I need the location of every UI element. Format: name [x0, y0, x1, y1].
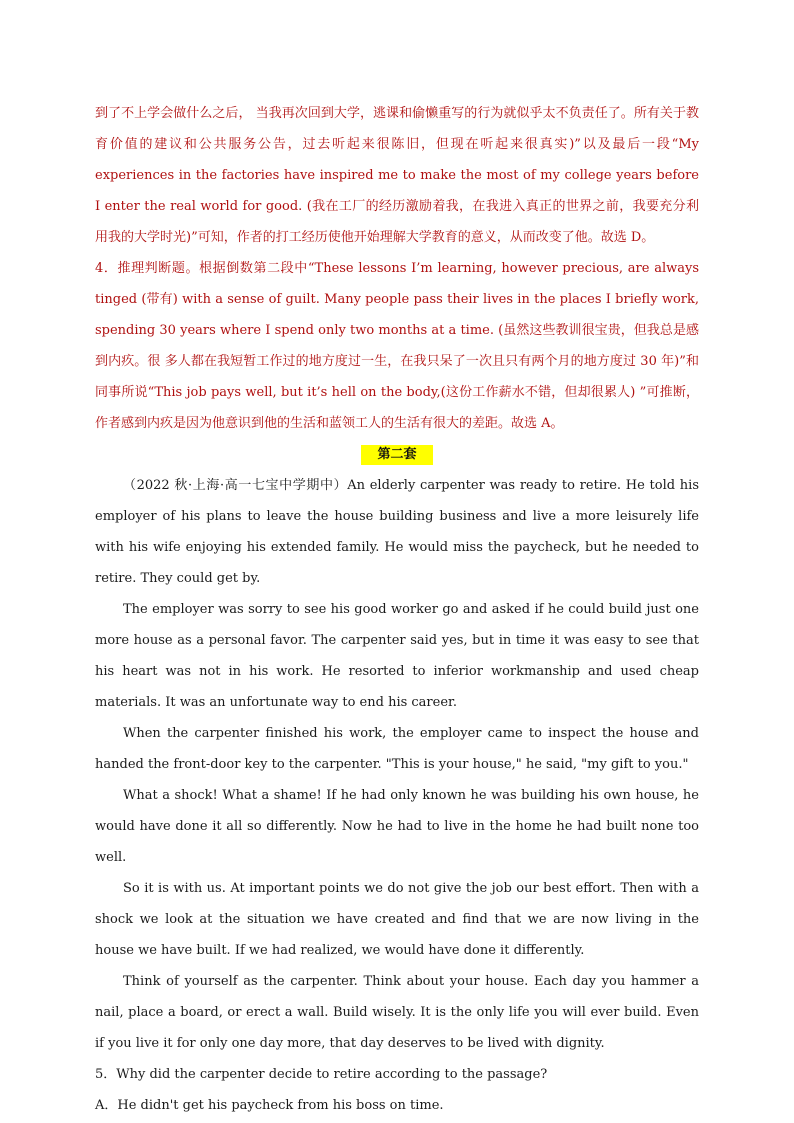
document-page [95, 98, 699, 1121]
section-title-row [95, 439, 699, 470]
answer-explanation-paragraph-1: 到了不上学会做什么之后， 当我再次回到大学，逃课和偷懒重写的行为就似乎太不负责任了。所有关于教育价值的建议和公共服务公告，过去听起来很陈旧，但现在听起来很真实)”以及最后一段“My experiences in the factories have inspired me to make the most of my college years before I enter the real world for good. (我在工厂的经历激励着我，在我进入真正的世界之前，我要充分利用我的大学时光)”可知，作者的打工经历使他开始理解大学教育的意义，从而改变了他。故选 D。 [95, 106, 699, 245]
passage-paragraph-2: The employer was sorry to see his good worker go and asked if he could build just one more house as a personal favor. The carpenter said yes, but in time it was easy to see that his heart was not in his work. He resorted to inferior workmanship and used cheap materials. It was an unfortunate way to end his career. [95, 602, 699, 710]
question-stem: 5．Why did the carpenter decide to retire according to the passage? [95, 1067, 548, 1082]
passage-paragraph-5: So it is with us. At important points we do not give the job our best effort. Then with a shock we look at the situation we have created and find that we are now living in the house we have built. If we had realized, we would have done it differently. [95, 881, 699, 958]
passage-paragraph-4: What a shock! What a shame! If he had only known he was building his own house, he would have done it all so differently. Now he had to live in the home he had built none too well. [95, 788, 699, 865]
passage-paragraph-3: When the carpenter finished his work, the employer came to inspect the house and handed the front-door key to the carpenter. "This is your house," he said, "my gift to you." [95, 726, 699, 772]
answer-explanation-paragraph-2: 4．推理判断题。根据倒数第二段中“These lessons I’m learning, however precious, are always tinged (带有) with a sense of guilt. Many people pass their lives in the places I briefly work, spending 30 years where I spend only two months at a time. (虽然这些教训很宝贵，但我总是感到内疚。很 多人都在我短暂工作过的地方度过一生，在我只呆了一次且只有两个月的地方度过 30 年)”和同事所说“This job pays well, but it’s hell on the body,(这份工作薪水不错，但却很累人) ”可推断，作者感到内疚是因为他意识到他的生活和蓝领工人的生活有很大的差距。故选 A。 [95, 261, 699, 431]
section-title: 第二套 [361, 445, 432, 465]
question-option-a: A．He didn't get his paycheck from his boss on time. [95, 1098, 444, 1113]
passage-paragraph-1: （2022 秋·上海·高一七宝中学期中）An elderly carpenter was ready to retire. He told his employer of his plans to leave the house building business and live a more leisurely life with his wife enjoying his extended family. He would miss the paycheck, but he needed to retire. They could get by. [95, 478, 699, 586]
passage-paragraph-6: Think of yourself as the carpenter. Think about your house. Each day you hammer a nail, place a board, or erect a wall. Build wisely. It is the only life you will ever build. Even if you live it for only one day more, that day deserves to be lived with dignity. [95, 974, 699, 1051]
